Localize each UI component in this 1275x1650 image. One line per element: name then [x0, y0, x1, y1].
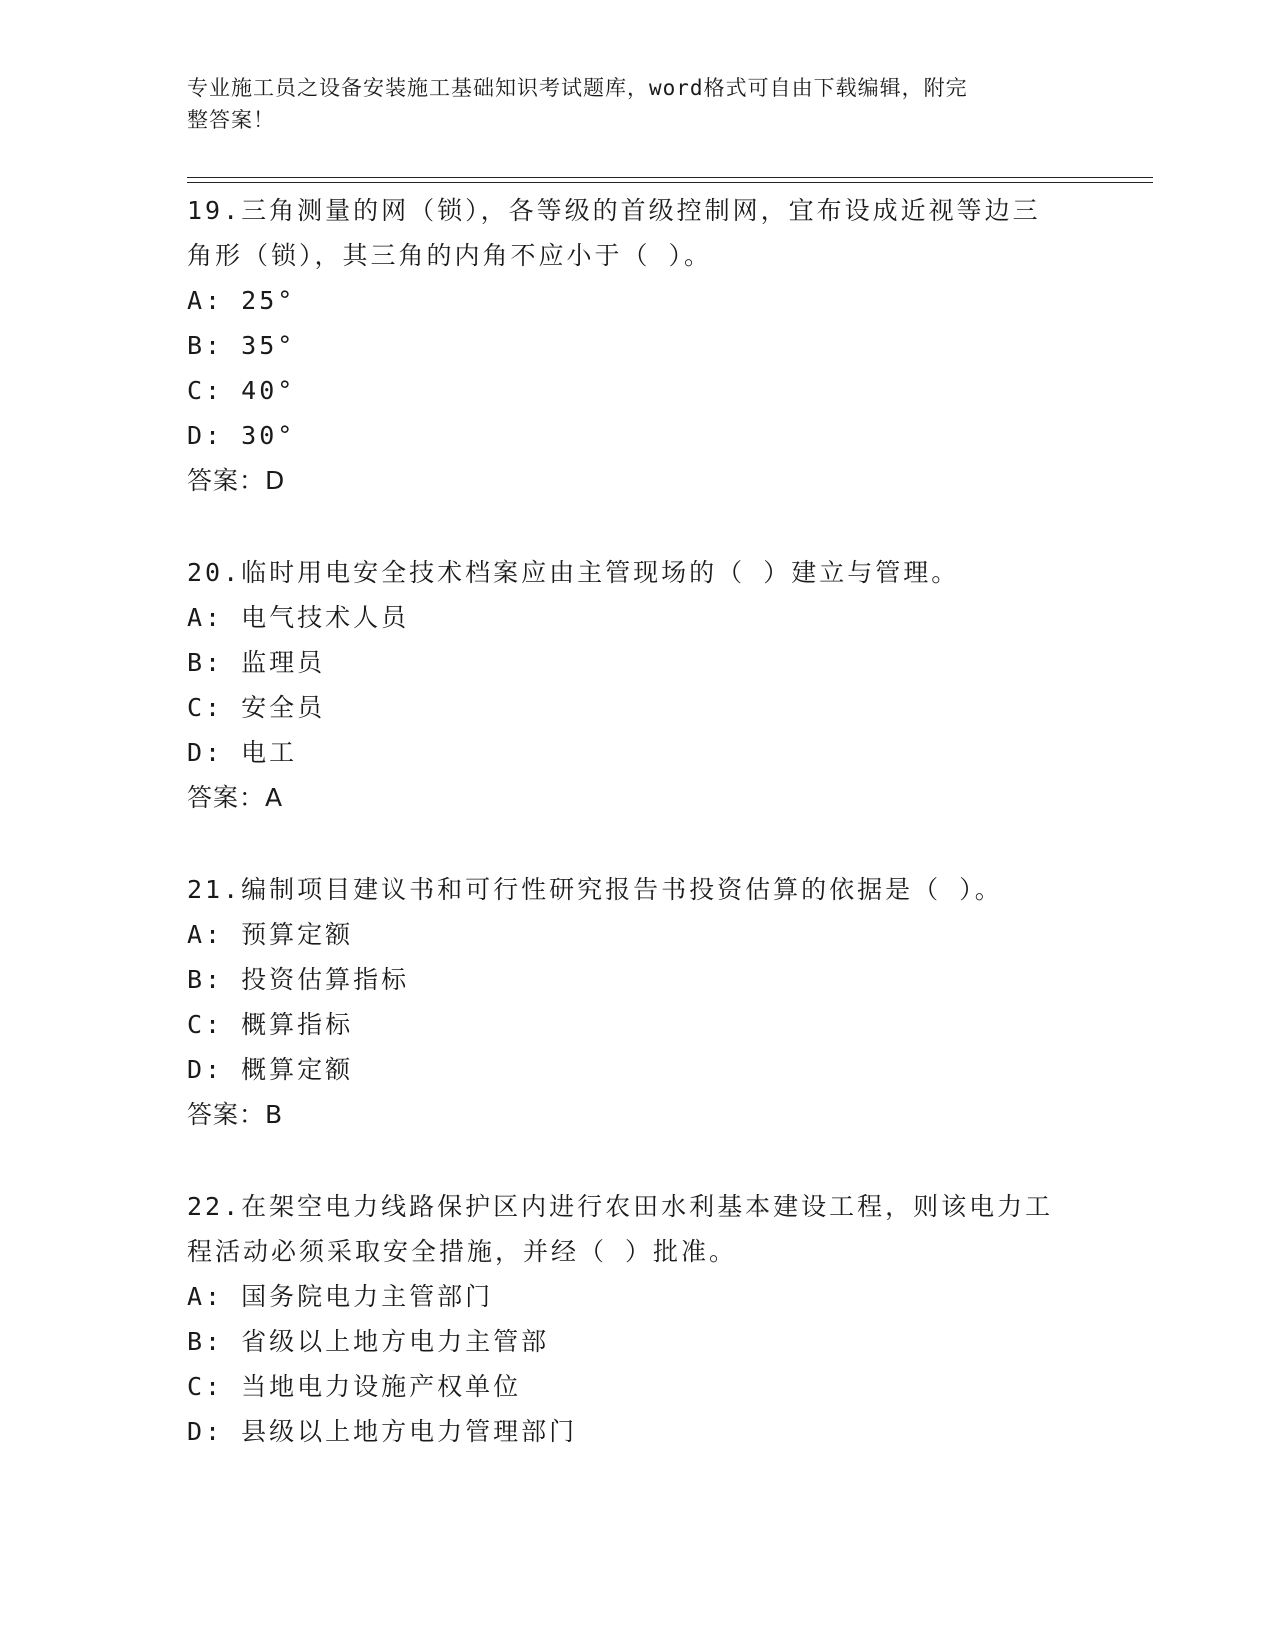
- question-19: [187, 188, 1087, 503]
- question-text-line: 程活动必须采取安全措施，并经（ ）批准。: [187, 1237, 738, 1266]
- question-text-line: 21.编制项目建议书和可行性研究报告书投资估算的依据是（ ）。: [187, 875, 1003, 904]
- answer-line: 答案：A: [187, 783, 284, 812]
- question-text-line: 角形（锁），其三角的内角不应小于（ ）。: [187, 241, 713, 270]
- option-d: D: 概算定额: [187, 1055, 354, 1084]
- option-a: A: 国务院电力主管部门: [187, 1282, 494, 1311]
- header-divider-top: [187, 177, 1153, 178]
- question-list: [187, 188, 1087, 1454]
- option-b: B: 投资估算指标: [187, 965, 410, 994]
- option-b: B: 监理员: [187, 648, 326, 677]
- option-c: C: 概算指标: [187, 1010, 354, 1039]
- option-d: D: 30°: [187, 421, 296, 450]
- option-d: D: 县级以上地方电力管理部门: [187, 1417, 578, 1446]
- header-line-2: 整答案！: [187, 108, 275, 132]
- header-line-1: 专业施工员之设备安装施工基础知识考试题库，word格式可自由下载编辑，附完: [187, 76, 968, 100]
- option-b: B: 省级以上地方电力主管部: [187, 1327, 550, 1356]
- option-a: A: 25°: [187, 286, 296, 315]
- question-22: [187, 1184, 1087, 1454]
- answer-line: 答案：D: [187, 466, 286, 495]
- option-c: C: 40°: [187, 376, 296, 405]
- option-d: D: 电工: [187, 738, 298, 767]
- option-b: B: 35°: [187, 331, 296, 360]
- answer-line: 答案：B: [187, 1100, 284, 1129]
- document-header: [187, 72, 1067, 136]
- question-text-line: 20.临时用电安全技术档案应由主管现场的（ ）建立与管理。: [187, 558, 960, 587]
- question-text-line: 19.三角测量的网（锁），各等级的首级控制网，宜布设成近视等边三: [187, 196, 1041, 225]
- header-divider-bottom: [187, 182, 1153, 183]
- question-20: [187, 550, 1087, 820]
- option-c: C: 安全员: [187, 693, 326, 722]
- option-a: A: 预算定额: [187, 920, 354, 949]
- option-c: C: 当地电力设施产权单位: [187, 1372, 522, 1401]
- question-text-line: 22.在架空电力线路保护区内进行农田水利基本建设工程，则该电力工: [187, 1192, 1054, 1221]
- option-a: A: 电气技术人员: [187, 603, 410, 632]
- question-21: [187, 867, 1087, 1137]
